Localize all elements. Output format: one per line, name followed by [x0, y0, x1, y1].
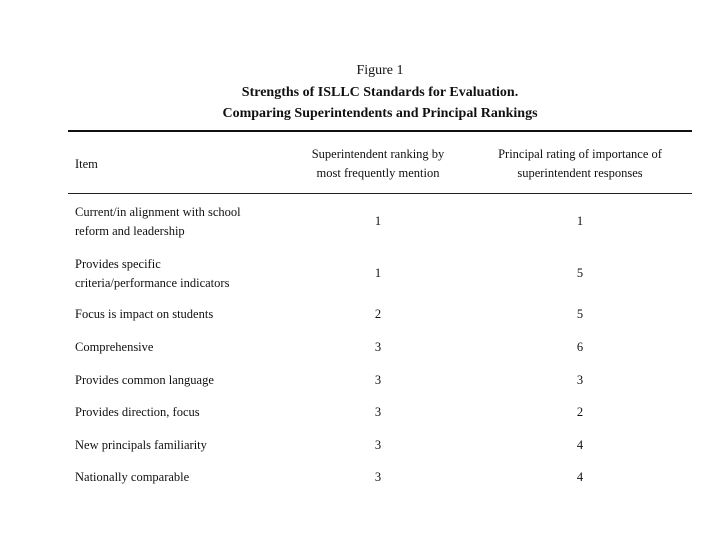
row-principal-value: 4	[576, 470, 584, 484]
header-superintendent	[290, 145, 466, 183]
row-superintendent-value: 3	[374, 405, 382, 419]
row-principal-value: 2	[576, 405, 584, 419]
header-principal-line-2: superintendent responses	[517, 166, 643, 180]
row-item	[75, 203, 280, 241]
header-superintendent-line-2: most frequently mention	[316, 166, 440, 180]
row-superintendent-value: 3	[374, 340, 382, 354]
header-item: Item	[75, 157, 98, 171]
row-superintendent-value: 3	[374, 373, 382, 387]
figure-title-line-2: Comparing Superintendents and Principal Rankings	[222, 106, 538, 121]
header-superintendent-line-1: Superintendent ranking by	[311, 147, 445, 161]
row-item: Focus is impact on students	[75, 307, 214, 321]
row-principal-value: 3	[576, 373, 584, 387]
row-principal-value: 4	[576, 438, 584, 452]
row-item: New principals familiarity	[75, 438, 207, 452]
row-superintendent-value: 1	[374, 266, 382, 280]
figure-number: Figure 1	[356, 63, 404, 78]
figure-title-line-1: Strengths of ISLLC Standards for Evaluation.	[241, 85, 519, 100]
row-item: Nationally comparable	[75, 470, 190, 484]
row-principal-value: 5	[576, 266, 584, 280]
table-top-rule	[68, 130, 692, 132]
row-item: Provides common language	[75, 373, 214, 387]
row-item: Provides direction, focus	[75, 405, 200, 419]
row-superintendent-value: 2	[374, 307, 382, 321]
header-principal-line-1: Principal rating of importance of	[498, 147, 662, 161]
row-superintendent-value: 3	[374, 438, 382, 452]
row-item-line-1: Current/in alignment with school	[75, 205, 241, 219]
row-principal-value: 6	[576, 340, 584, 354]
header-bottom-rule	[68, 193, 692, 194]
row-item	[75, 255, 280, 293]
row-item-line-1: Provides specific	[75, 257, 161, 271]
row-principal-value: 1	[576, 214, 584, 228]
row-item: Comprehensive	[75, 340, 154, 354]
row-principal-value: 5	[576, 307, 584, 321]
row-item-line-2: criteria/performance indicators	[75, 276, 230, 290]
row-superintendent-value: 3	[374, 470, 382, 484]
header-principal	[476, 145, 684, 183]
row-item-line-2: reform and leadership	[75, 224, 185, 238]
row-superintendent-value: 1	[374, 214, 382, 228]
